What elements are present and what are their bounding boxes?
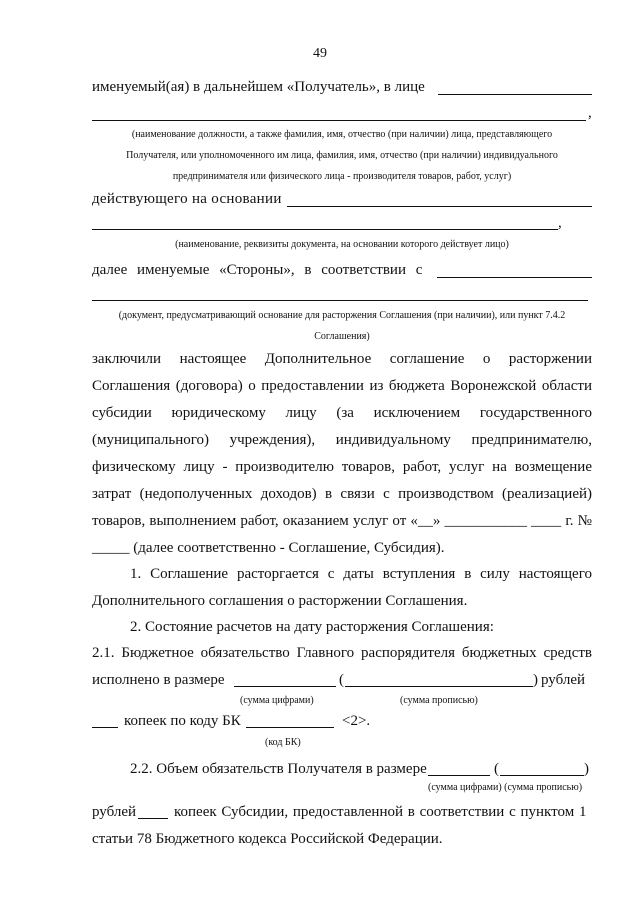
kopecks-blank-2 — [138, 818, 168, 819]
note-sum-digits-words: (сумма цифрами) (сумма прописью) — [428, 782, 583, 793]
body-line-4: (муниципального) учреждения), индивидуальному предпринимателю, — [92, 432, 592, 448]
acting-basis-blank — [287, 206, 592, 207]
kopecks-kbk-text: копеек по коду БК — [124, 713, 241, 729]
item-2-1-line-1: 2.1. Бюджетное обязательство Главного распорядителя бюджетных средств — [92, 645, 592, 661]
parties-basis-blank — [437, 277, 592, 278]
note-basis-1: (документ, предусматривающий основание для расторжения Соглашения (при наличии), или пункт 7.4.2 — [118, 310, 566, 321]
note-kbk: (код БК) — [265, 737, 301, 748]
note-sum-digits: (сумма цифрами) — [240, 695, 314, 706]
representative-blank — [438, 94, 592, 95]
paren-close: ) — [584, 761, 589, 777]
comma: , — [588, 105, 592, 121]
intro-text: именуемый(ая) в дальнейшем «Получатель», в лице — [92, 79, 425, 95]
amount-words-blank — [345, 686, 533, 687]
page-number: 49 — [313, 46, 327, 61]
note-recipient-3: предпринимателя или физического лица - производителя товаров, работ, услуг) — [172, 171, 512, 182]
body-line-3: субсидии юридическому лицу (за исключением государственного — [92, 405, 592, 421]
obligation-words-blank — [500, 775, 584, 776]
paren-close: ) — [533, 672, 538, 688]
body-line-1: заключили настоящее Дополнительное соглашение о расторжении — [92, 351, 592, 367]
acting-basis-blank-2 — [92, 229, 558, 230]
paren-open: ( — [339, 672, 344, 688]
item-1-line-1: 1. Соглашение расторгается с даты вступления в силу настоящего — [130, 566, 592, 582]
kbk-blank — [246, 727, 334, 728]
note-recipient-2: Получателя, или уполномоченного им лица, фамилия, имя, отчество (при наличии) индивидуального — [126, 150, 558, 161]
paren-open: ( — [494, 761, 499, 777]
kopecks-blank — [92, 727, 118, 728]
body-line-6: затрат (недополученных доходов) в связи с производством (реализацией) — [92, 486, 592, 502]
item-1-line-2: Дополнительного соглашения о расторжении Соглашения. — [92, 593, 468, 609]
item-2-2-subsidy-text: копеек Субсидии, предоставленной в соответствии с пунктом 1 — [174, 804, 587, 820]
note-recipient-1: (наименование должности, а также фамилия, имя, отчество (при наличии) лица, представляющего — [131, 129, 553, 140]
item-2-2-line-3: статьи 78 Бюджетного кодекса Российской Федерации. — [92, 831, 443, 847]
rubles-text: рублей — [541, 672, 586, 688]
item-2-1-executed-text: исполнено в размере — [92, 672, 225, 688]
body-line-date: товаров, выполнением работ, оказанием услуг от «__» ___________ ____ г. № — [92, 513, 592, 529]
body-line-2: Соглашения (договора) о предоставлении из бюджета Воронежской области — [92, 378, 592, 394]
parties-text: далее именуемые «Стороны», в соответствии с — [92, 262, 423, 278]
body-line-5: физическому лицу - производителю товаров, работ, услуг на возмещение — [92, 459, 592, 475]
representative-blank-2 — [92, 120, 586, 121]
item-2-2-text: 2.2. Объем обязательств Получателя в размере — [130, 761, 427, 777]
acting-text: действующего на основании — [92, 191, 282, 207]
amount-digits-blank — [234, 686, 336, 687]
item-2-heading: 2. Состояние расчетов на дату расторжения Соглашения: — [130, 619, 494, 635]
body-line-last: _____ (далее соответственно - Соглашение, Субсидия). — [92, 540, 445, 556]
comma: , — [558, 215, 562, 231]
item-2-2-rubles: рублей — [92, 804, 137, 820]
parties-basis-blank-2 — [92, 300, 588, 301]
note-sum-words: (сумма прописью) — [400, 695, 478, 706]
footnote-ref: <2>. — [342, 713, 371, 729]
note-document: (наименование, реквизиты документа, на основании которого действует лицо) — [175, 239, 509, 250]
note-basis-2: Соглашения) — [314, 331, 370, 342]
obligation-digits-blank — [428, 775, 490, 776]
